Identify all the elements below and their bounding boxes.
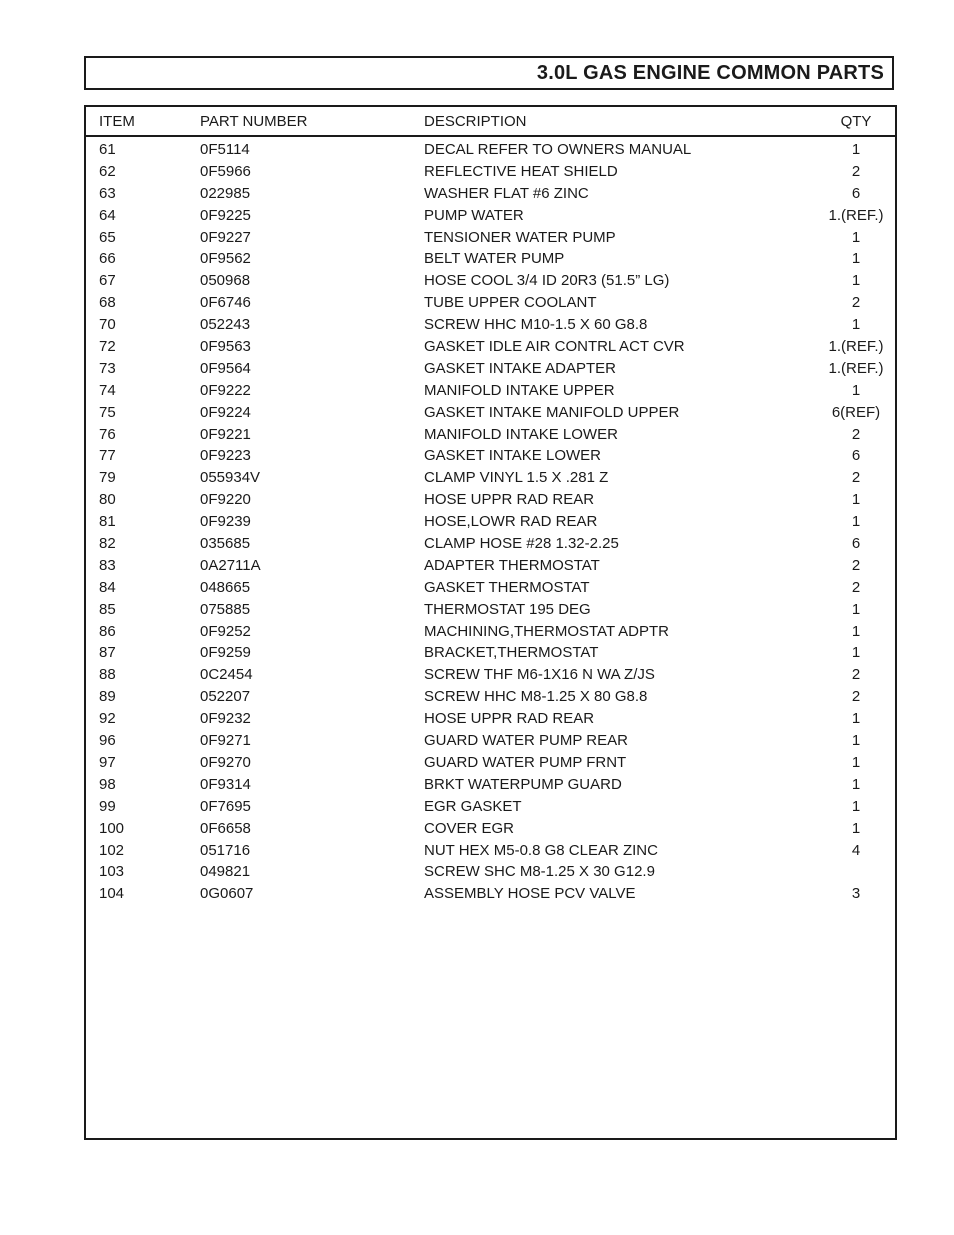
- table-row: [86, 359, 895, 381]
- item-cell: 83: [99, 556, 116, 574]
- item-cell: 80: [99, 491, 116, 509]
- description-cell: MACHINING,THERMOSTAT ADPTR: [424, 622, 670, 640]
- table-row: [86, 490, 895, 512]
- part-number-cell: 0F7695: [200, 797, 251, 815]
- page-title: 3.0L GAS ENGINE COMMON PARTS: [536, 62, 884, 84]
- part-number-cell: 035685: [200, 535, 251, 553]
- table-row: [86, 753, 895, 775]
- qty-cell: 1: [851, 141, 861, 158]
- part-number-cell: 049821: [200, 863, 251, 881]
- part-number-cell: 0F9259: [200, 644, 251, 662]
- description-cell: SCREW HHC M8-1.25 X 80 G8.8: [424, 688, 648, 706]
- table-row: [86, 862, 895, 884]
- description-cell: CLAMP HOSE #28 1.32-2.25: [424, 535, 619, 553]
- item-cell: 102: [99, 841, 125, 859]
- qty-cell: 2: [851, 425, 861, 443]
- item-cell: 89: [99, 688, 116, 706]
- description-cell: MANIFOLD INTAKE LOWER: [424, 425, 618, 443]
- part-number-cell: 0F9271: [200, 732, 251, 750]
- qty-cell: 3: [851, 885, 861, 903]
- qty-cell: 2: [851, 469, 861, 487]
- qty-cell: 1: [851, 513, 861, 531]
- qty-cell: 1: [851, 316, 861, 334]
- item-cell: 96: [99, 732, 116, 750]
- description-cell: GASKET INTAKE LOWER: [424, 447, 601, 465]
- table-row: [86, 184, 895, 206]
- description-cell: GUARD WATER PUMP REAR: [424, 732, 628, 750]
- table-row: [86, 162, 895, 184]
- item-cell: 97: [99, 753, 116, 771]
- part-number-cell: 0F9225: [200, 206, 251, 224]
- item-cell: 103: [99, 863, 125, 881]
- part-number-cell: 0F9562: [200, 250, 251, 268]
- table-row: [86, 819, 895, 841]
- part-number-cell: 0F9221: [200, 425, 251, 443]
- item-cell: 100: [99, 819, 125, 837]
- part-number-cell: 075885: [200, 600, 251, 618]
- qty-cell: 2: [851, 666, 861, 684]
- table-row: [86, 884, 895, 906]
- item-cell: 99: [99, 797, 116, 815]
- qty-cell: 2: [851, 162, 861, 180]
- table-row: [86, 687, 895, 709]
- description-cell: GASKET INTAKE ADAPTER: [424, 359, 616, 377]
- part-number-cell: 048665: [200, 578, 251, 596]
- description-cell: BRACKET,THERMOSTAT: [424, 644, 599, 662]
- qty-cell: 2: [851, 578, 861, 596]
- table-row: [86, 425, 895, 447]
- part-number-cell: 0F6658: [200, 819, 251, 837]
- item-cell: 76: [99, 425, 116, 443]
- parts-table: [84, 105, 897, 1140]
- part-number-cell: 0C2454: [200, 666, 253, 684]
- qty-cell: 1: [851, 600, 861, 618]
- table-row: [86, 381, 895, 403]
- table-row: [86, 446, 895, 468]
- qty-cell: 1: [851, 250, 861, 268]
- table-row: [86, 775, 895, 797]
- qty-cell: 1: [851, 732, 861, 750]
- table-row: [86, 403, 895, 425]
- item-cell: 64: [99, 206, 116, 224]
- table-row: [86, 337, 895, 359]
- table-row: [86, 140, 895, 162]
- item-cell: 72: [99, 338, 116, 356]
- qty-cell: 2: [851, 556, 861, 574]
- part-number-cell: 0A2711A: [200, 556, 261, 574]
- part-number-cell: 0F9224: [200, 403, 251, 421]
- item-cell: 104: [99, 885, 125, 903]
- qty-cell: 6: [851, 535, 861, 553]
- qty-cell: 1: [851, 622, 861, 640]
- item-cell: 73: [99, 359, 116, 377]
- column-header-part-number: PART NUMBER: [200, 113, 308, 130]
- description-cell: DECAL REFER TO OWNERS MANUAL: [424, 141, 692, 158]
- part-number-cell: 0F9222: [200, 381, 251, 399]
- qty-cell: 1.(REF.): [828, 206, 884, 224]
- description-cell: THERMOSTAT 195 DEG: [424, 600, 591, 618]
- table-header-row: [86, 107, 895, 137]
- item-cell: 62: [99, 162, 116, 180]
- description-cell: PUMP WATER: [424, 206, 524, 224]
- title-box: [84, 56, 894, 90]
- part-number-cell: 0F9314: [200, 775, 251, 793]
- description-cell: TENSIONER WATER PUMP: [424, 228, 616, 246]
- description-cell: ADAPTER THERMOSTAT: [424, 556, 600, 574]
- description-cell: HOSE,LOWR RAD REAR: [424, 513, 598, 531]
- part-number-cell: 0G0607: [200, 885, 254, 903]
- column-header-description: DESCRIPTION: [424, 113, 527, 130]
- part-number-cell: 052243: [200, 316, 251, 334]
- description-cell: GASKET INTAKE MANIFOLD UPPER: [424, 403, 680, 421]
- qty-cell: 1: [851, 381, 861, 399]
- part-number-cell: 0F9232: [200, 710, 251, 728]
- table-row: [86, 797, 895, 819]
- item-cell: 67: [99, 272, 116, 290]
- part-number-cell: 0F9563: [200, 338, 251, 356]
- item-cell: 98: [99, 775, 116, 793]
- table-row: [86, 206, 895, 228]
- table-row: [86, 841, 895, 863]
- description-cell: HOSE UPPR RAD REAR: [424, 491, 595, 509]
- item-cell: 79: [99, 469, 116, 487]
- description-cell: HOSE UPPR RAD REAR: [424, 710, 595, 728]
- item-cell: 85: [99, 600, 116, 618]
- table-row: [86, 534, 895, 556]
- item-cell: 66: [99, 250, 116, 268]
- qty-cell: 1: [851, 819, 861, 837]
- item-cell: 82: [99, 535, 116, 553]
- part-number-cell: 0F6746: [200, 294, 251, 312]
- part-number-cell: 0F5114: [200, 141, 250, 158]
- description-cell: MANIFOLD INTAKE UPPER: [424, 381, 615, 399]
- item-cell: 65: [99, 228, 116, 246]
- part-number-cell: 022985: [200, 184, 251, 202]
- qty-cell: 1: [851, 644, 861, 662]
- part-number-cell: 051716: [200, 841, 251, 859]
- item-cell: 87: [99, 644, 116, 662]
- table-row: [86, 709, 895, 731]
- item-cell: 92: [99, 710, 116, 728]
- part-number-cell: 0F5966: [200, 162, 251, 180]
- table-body: [86, 140, 895, 906]
- qty-cell: 1: [851, 491, 861, 509]
- table-row: [86, 622, 895, 644]
- description-cell: HOSE COOL 3/4 ID 20R3 (51.5” LG): [424, 272, 670, 290]
- description-cell: REFLECTIVE HEAT SHIELD: [424, 162, 618, 180]
- description-cell: CLAMP VINYL 1.5 X .281 Z: [424, 469, 609, 487]
- qty-cell: 1: [851, 753, 861, 771]
- description-cell: SCREW SHC M8-1.25 X 30 G12.9: [424, 863, 655, 881]
- qty-cell: 2: [851, 294, 861, 312]
- qty-cell: 6: [851, 447, 861, 465]
- part-number-cell: 055934V: [200, 469, 261, 487]
- table-row: [86, 731, 895, 753]
- qty-cell: 1: [851, 775, 861, 793]
- table-row: [86, 665, 895, 687]
- part-number-cell: 0F9223: [200, 447, 251, 465]
- part-number-cell: 0F9270: [200, 753, 251, 771]
- part-number-cell: 0F9239: [200, 513, 251, 531]
- description-cell: BRKT WATERPUMP GUARD: [424, 775, 622, 793]
- table-row: [86, 578, 895, 600]
- item-cell: 75: [99, 403, 116, 421]
- description-cell: GASKET IDLE AIR CONTRL ACT CVR: [424, 338, 685, 356]
- qty-cell: 6(REF): [831, 403, 881, 421]
- item-cell: 88: [99, 666, 116, 684]
- qty-cell: 6: [851, 184, 861, 202]
- table-row: [86, 293, 895, 315]
- qty-cell: 1: [851, 272, 861, 290]
- part-number-cell: 050968: [200, 272, 251, 290]
- column-header-item: ITEM: [99, 113, 135, 130]
- item-cell: 68: [99, 294, 116, 312]
- part-number-cell: 0F9220: [200, 491, 251, 509]
- table-row: [86, 228, 895, 250]
- description-cell: GUARD WATER PUMP FRNT: [424, 753, 627, 771]
- description-cell: TUBE UPPER COOLANT: [424, 294, 597, 312]
- description-cell: SCREW THF M6-1X16 N WA Z/JS: [424, 666, 655, 684]
- table-row: [86, 468, 895, 490]
- qty-cell: 1: [851, 228, 861, 246]
- table-row: [86, 315, 895, 337]
- item-cell: 77: [99, 447, 116, 465]
- part-number-cell: 0F9252: [200, 622, 251, 640]
- qty-cell: 1.(REF.): [828, 359, 884, 377]
- part-number-cell: 052207: [200, 688, 251, 706]
- description-cell: NUT HEX M5-0.8 G8 CLEAR ZINC: [424, 841, 658, 859]
- item-cell: 86: [99, 622, 116, 640]
- column-header-qty: QTY: [840, 113, 872, 130]
- description-cell: WASHER FLAT #6 ZINC: [424, 184, 589, 202]
- description-cell: SCREW HHC M10-1.5 X 60 G8.8: [424, 316, 648, 334]
- qty-cell: 1: [851, 710, 861, 728]
- item-cell: 70: [99, 316, 116, 334]
- qty-cell: 1.(REF.): [828, 338, 884, 356]
- item-cell: 61: [99, 141, 116, 158]
- table-row: [86, 512, 895, 534]
- table-row: [86, 600, 895, 622]
- description-cell: GASKET THERMOSTAT: [424, 578, 590, 596]
- description-cell: BELT WATER PUMP: [424, 250, 565, 268]
- qty-cell: 2: [851, 688, 861, 706]
- part-number-cell: 0F9227: [200, 228, 251, 246]
- description-cell: EGR GASKET: [424, 797, 522, 815]
- description-cell: ASSEMBLY HOSE PCV VALVE: [424, 885, 636, 903]
- qty-cell: 4: [851, 841, 861, 859]
- table-row: [86, 643, 895, 665]
- item-cell: 63: [99, 184, 116, 202]
- item-cell: 81: [99, 513, 116, 531]
- item-cell: 84: [99, 578, 116, 596]
- table-row: [86, 249, 895, 271]
- table-row: [86, 271, 895, 293]
- description-cell: COVER EGR: [424, 819, 515, 837]
- qty-cell: 1: [851, 797, 861, 815]
- part-number-cell: 0F9564: [200, 359, 251, 377]
- table-row: [86, 556, 895, 578]
- item-cell: 74: [99, 381, 116, 399]
